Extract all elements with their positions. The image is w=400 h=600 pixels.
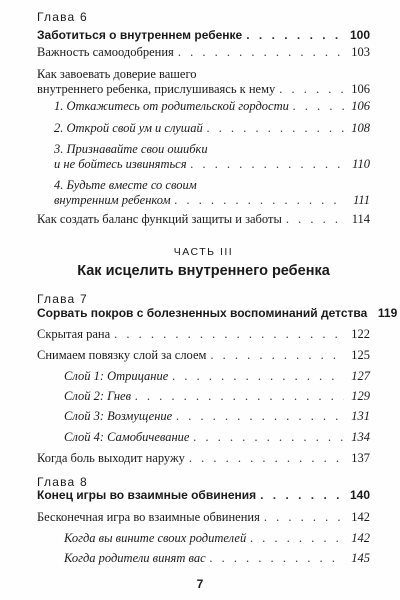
toc-subentry[interactable]: Слой 2: Гнев . . . 129 [64,389,370,404]
toc-entry[interactable]: Как создать баланс функций защиты и заботы . . . 114 [37,212,370,227]
page-ref: 137 [351,451,370,465]
page-ref: 111 [353,193,370,207]
leader-dots [210,551,344,566]
toc-entry[interactable]: Скрытая рана . . . 122 [37,327,370,342]
page-ref: 127 [351,369,370,383]
page-ref: 131 [351,409,370,423]
toc-entry[interactable]: Как завоевать доверие вашего внутреннего ребенка, прислушиваясь к нему . . . 106 [37,67,370,97]
toc-subentry[interactable]: 4. Будьте вместе со своим внутренним ребенком . . . 111 [54,178,370,208]
toc-entry[interactable]: Конец игры во взаимные обвинения . . . 140 [37,488,370,503]
page-ref: 106 [351,99,370,113]
leader-dots [189,451,344,466]
chapter-8-heading: Глава 8 [37,475,88,489]
toc-entry[interactable]: Бесконечная игра во взаимные обвинения . . . 142 [37,510,370,525]
toc-subentry[interactable]: Когда вы вините своих родителей . . . 142 [64,531,370,546]
leader-dots [114,327,344,342]
part-label: ЧАСТЬ III [173,246,234,258]
toc-subentry[interactable]: Слой 3: Возмущение . . . 131 [64,409,370,424]
leader-dots [260,488,344,503]
page-ref: 142 [351,531,370,545]
page-ref: 122 [351,327,370,341]
toc-subentry[interactable]: Слой 1: Отрицание . . . 127 [64,369,370,384]
page-ref: 114 [351,212,370,226]
chapter-7-heading: Глава 7 [37,292,88,306]
page-ref: 110 [352,157,370,171]
toc-entry[interactable]: Важность самоодобрения . . . 103 [37,45,370,60]
page-ref: 100 [349,28,370,42]
page-number: 7 [196,577,204,591]
leader-dots [264,510,344,525]
leader-dots [246,28,344,43]
leader-dots [279,82,344,97]
leader-dots [250,531,344,546]
leader-dots [135,389,344,404]
page-ref: 129 [351,389,370,403]
toc-subentry[interactable]: 1. Откажитесь от родительской гордости . . . 106 [54,99,370,114]
part-title: Как исцелить внутреннего ребенка [77,263,330,279]
leader-dots [172,369,344,384]
page-ref: 119 [377,306,398,320]
leader-dots [210,348,344,363]
toc-subentry[interactable]: Когда родители винят вас . . . 145 [64,551,370,566]
toc-subentry[interactable]: 3. Признавайте свои ошибки и не бойтесь извиняться . . . 110 [54,142,370,172]
page-ref: 142 [351,510,370,524]
leader-dots [293,99,344,114]
toc-entry[interactable]: Снимаем повязку слой за слоем . . . 125 [37,348,370,363]
toc-entry[interactable]: Сорвать покров с болезненных воспоминаний детства 119 [37,306,398,320]
leader-dots [207,121,344,136]
page-ref: 125 [351,348,370,362]
page-ref: 134 [351,430,370,444]
page-ref: 108 [351,121,370,135]
leader-dots [175,193,344,208]
leader-dots [191,157,344,172]
chapter-6-heading: Глава 6 [37,10,88,24]
page-ref: 140 [349,488,370,502]
leader-dots [176,409,344,424]
page-ref: 103 [351,45,370,59]
leader-dots [193,430,344,445]
leader-dots [178,45,344,60]
page-ref: 145 [351,551,370,565]
page-ref: 106 [351,82,370,96]
toc-subentry[interactable]: 2. Открой свой ум и слушай . . . 108 [54,121,370,136]
toc-subentry[interactable]: Слой 4: Самобичевание . . . 134 [64,430,370,445]
toc-entry[interactable]: Когда боль выходит наружу . . . 137 [37,451,370,466]
leader-dots [286,212,344,227]
toc-entry[interactable]: Заботиться о внутреннем ребенке . . . 100 [37,28,370,43]
